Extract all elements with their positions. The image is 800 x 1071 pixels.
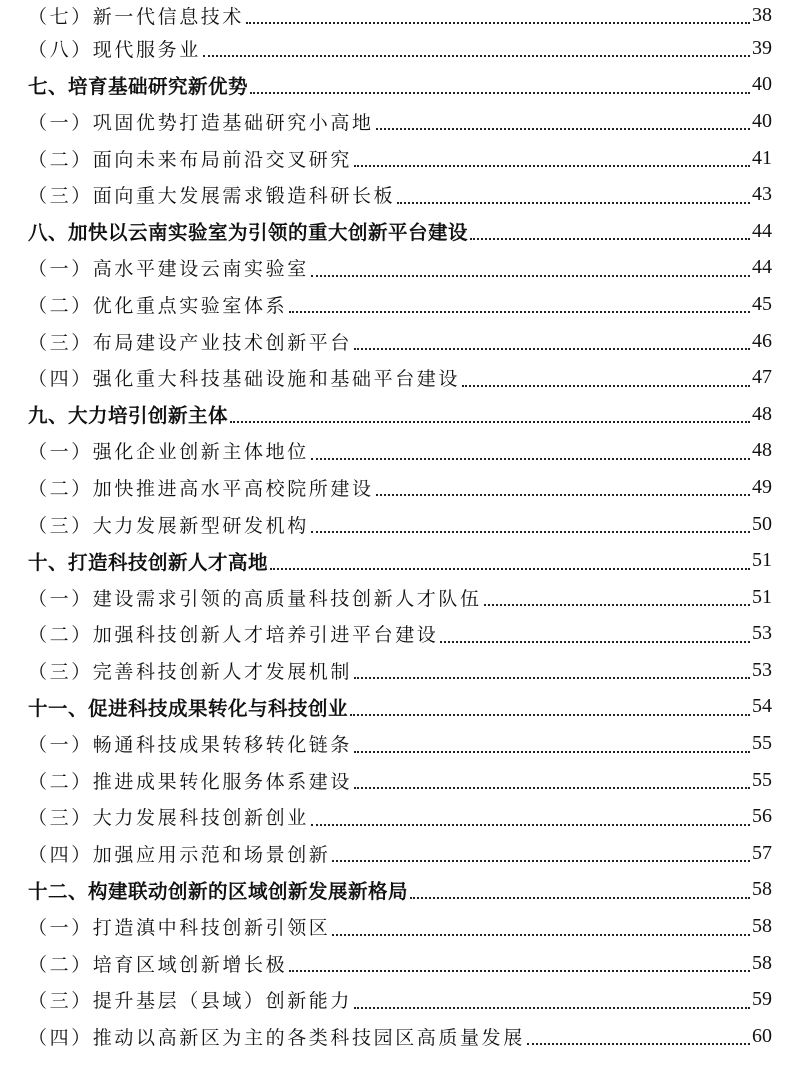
toc-entry-label: （三）面向重大发展需求锻造科研长板 bbox=[28, 185, 396, 208]
toc-page-number: 58 bbox=[752, 878, 772, 901]
toc-section-entry[interactable] bbox=[28, 945, 772, 982]
toc-entry-label: （三）大力发展新型研发机构 bbox=[28, 514, 309, 537]
toc-section-entry[interactable] bbox=[28, 250, 772, 287]
toc-page-number: 41 bbox=[752, 146, 772, 169]
toc-page-number: 39 bbox=[752, 36, 772, 59]
toc-entry-label: （二）优化重点实验室体系 bbox=[28, 294, 288, 317]
toc-entry-label: （四）加强应用示范和场景创新 bbox=[28, 843, 331, 866]
toc-page-number: 43 bbox=[752, 183, 772, 206]
toc-dot-leader bbox=[289, 311, 750, 313]
toc-entry-label: （一）巩固优势打造基础研究小高地 bbox=[28, 111, 374, 134]
toc-dot-leader bbox=[354, 751, 750, 753]
toc-entry-label: （二）加强科技创新人才培养引进平台建设 bbox=[28, 624, 439, 647]
toc-page-number: 40 bbox=[752, 109, 772, 132]
toc-entry-label: （三）完善科技创新人才发展机制 bbox=[28, 660, 353, 683]
table-of-contents bbox=[28, 0, 772, 1055]
toc-entry-label: （二）推进成果转化服务体系建设 bbox=[28, 770, 353, 793]
toc-dot-leader bbox=[354, 787, 750, 789]
toc-page-number: 44 bbox=[752, 219, 772, 242]
toc-section-entry[interactable] bbox=[28, 469, 772, 506]
toc-dot-leader bbox=[311, 531, 750, 533]
toc-page-number: 58 bbox=[752, 915, 772, 938]
toc-dot-leader bbox=[410, 897, 750, 899]
toc-page-number: 56 bbox=[752, 805, 772, 828]
toc-section-entry[interactable] bbox=[28, 652, 772, 689]
toc-entry-label: 十一、促进科技成果转化与科技创业 bbox=[28, 696, 349, 720]
toc-section-entry[interactable] bbox=[28, 616, 772, 653]
toc-section-entry[interactable] bbox=[28, 359, 772, 396]
toc-dot-leader bbox=[376, 494, 750, 496]
toc-chapter-entry[interactable] bbox=[28, 542, 772, 579]
toc-dot-leader bbox=[354, 165, 750, 167]
toc-page-number: 49 bbox=[752, 475, 772, 498]
toc-dot-leader bbox=[311, 275, 750, 277]
toc-entry-label: （二）培育区域创新增长极 bbox=[28, 953, 288, 976]
toc-entry-label: （一）高水平建设云南实验室 bbox=[28, 258, 309, 281]
toc-page-number: 57 bbox=[752, 841, 772, 864]
toc-entry-label: （一）畅通科技成果转移转化链条 bbox=[28, 734, 353, 757]
toc-entry-label: （一）强化企业创新主体地位 bbox=[28, 441, 309, 464]
toc-section-entry[interactable] bbox=[28, 798, 772, 835]
toc-page-number: 53 bbox=[752, 658, 772, 681]
toc-page-number: 48 bbox=[752, 402, 772, 425]
toc-page-number: 51 bbox=[752, 549, 772, 572]
toc-dot-leader bbox=[230, 421, 750, 423]
toc-section-entry[interactable] bbox=[28, 506, 772, 543]
toc-entry-label: （三）大力发展科技创新创业 bbox=[28, 807, 309, 830]
toc-section-entry[interactable] bbox=[28, 579, 772, 616]
toc-dot-leader bbox=[332, 934, 750, 936]
toc-chapter-entry[interactable] bbox=[28, 213, 772, 250]
toc-entry-label: （三）布局建设产业技术创新平台 bbox=[28, 331, 353, 354]
toc-entry-label: （一）打造滇中科技创新引领区 bbox=[28, 917, 331, 940]
toc-page-number: 58 bbox=[752, 951, 772, 974]
toc-dot-leader bbox=[527, 1043, 750, 1045]
toc-section-entry[interactable] bbox=[28, 725, 772, 762]
toc-chapter-entry[interactable] bbox=[28, 689, 772, 726]
toc-entry-label: （八）现代服务业 bbox=[28, 38, 201, 61]
toc-entry-label: 十、打造科技创新人才高地 bbox=[28, 550, 269, 574]
toc-chapter-entry[interactable] bbox=[28, 67, 772, 104]
toc-dot-leader bbox=[354, 1007, 750, 1009]
toc-dot-leader bbox=[376, 128, 750, 130]
toc-dot-leader bbox=[354, 677, 750, 679]
toc-page-number: 59 bbox=[752, 988, 772, 1011]
toc-entry-label: 八、加快以云南实验室为引领的重大创新平台建设 bbox=[28, 221, 469, 245]
toc-section-entry[interactable] bbox=[28, 762, 772, 799]
toc-dot-leader bbox=[470, 238, 750, 240]
toc-section-entry[interactable] bbox=[28, 286, 772, 323]
toc-entry-label: 十二、构建联动创新的区域创新发展新格局 bbox=[28, 879, 409, 903]
toc-entry-label: （二）加快推进高水平高校院所建设 bbox=[28, 477, 374, 500]
toc-page-number: 54 bbox=[752, 695, 772, 718]
toc-section-entry[interactable] bbox=[28, 1018, 772, 1055]
toc-page-number: 55 bbox=[752, 768, 772, 791]
toc-page-number: 60 bbox=[752, 1024, 772, 1047]
toc-section-entry[interactable] bbox=[28, 30, 772, 67]
toc-page-number: 48 bbox=[752, 439, 772, 462]
toc-entry-label: 九、大力培引创新主体 bbox=[28, 404, 229, 428]
toc-section-entry[interactable] bbox=[28, 908, 772, 945]
toc-dot-leader bbox=[484, 604, 750, 606]
toc-dot-leader bbox=[350, 714, 750, 716]
toc-dot-leader bbox=[397, 202, 750, 204]
toc-page-number: 50 bbox=[752, 512, 772, 535]
toc-dot-leader bbox=[462, 385, 750, 387]
toc-section-entry[interactable] bbox=[28, 0, 772, 30]
toc-dot-leader bbox=[354, 348, 750, 350]
toc-chapter-entry[interactable] bbox=[28, 396, 772, 433]
toc-section-entry[interactable] bbox=[28, 835, 772, 872]
toc-entry-label: 七、培育基础研究新优势 bbox=[28, 74, 249, 98]
toc-chapter-entry[interactable] bbox=[28, 872, 772, 909]
toc-page-number: 40 bbox=[752, 73, 772, 96]
toc-page-number: 44 bbox=[752, 256, 772, 279]
toc-entry-label: （一）建设需求引领的高质量科技创新人才队伍 bbox=[28, 587, 482, 610]
toc-page-number: 55 bbox=[752, 732, 772, 755]
toc-dot-leader bbox=[440, 641, 750, 643]
toc-dot-leader bbox=[311, 824, 750, 826]
toc-dot-leader bbox=[332, 860, 750, 862]
toc-section-entry[interactable] bbox=[28, 176, 772, 213]
toc-page-number: 51 bbox=[752, 585, 772, 608]
toc-dot-leader bbox=[250, 92, 750, 94]
toc-entry-label: （二）面向未来布局前沿交叉研究 bbox=[28, 148, 353, 171]
toc-page-number: 53 bbox=[752, 622, 772, 645]
toc-page-number: 46 bbox=[752, 329, 772, 352]
toc-section-entry[interactable] bbox=[28, 323, 772, 360]
toc-dot-leader bbox=[246, 22, 750, 24]
toc-entry-label: （三）提升基层（县域）创新能力 bbox=[28, 990, 353, 1013]
toc-dot-leader bbox=[289, 970, 750, 972]
toc-page-number: 38 bbox=[752, 3, 772, 26]
toc-entry-label: （四）强化重大科技基础设施和基础平台建设 bbox=[28, 368, 461, 391]
toc-dot-leader bbox=[311, 458, 750, 460]
toc-entry-label: （七）新一代信息技术 bbox=[28, 5, 245, 28]
toc-section-entry[interactable] bbox=[28, 981, 772, 1018]
toc-section-entry[interactable] bbox=[28, 103, 772, 140]
toc-dot-leader bbox=[203, 55, 750, 57]
toc-section-entry[interactable] bbox=[28, 140, 772, 177]
toc-page-number: 45 bbox=[752, 292, 772, 315]
toc-dot-leader bbox=[270, 568, 750, 570]
toc-page-number: 47 bbox=[752, 366, 772, 389]
toc-entry-label: （四）推动以高新区为主的各类科技园区高质量发展 bbox=[28, 1026, 525, 1049]
toc-section-entry[interactable] bbox=[28, 433, 772, 470]
